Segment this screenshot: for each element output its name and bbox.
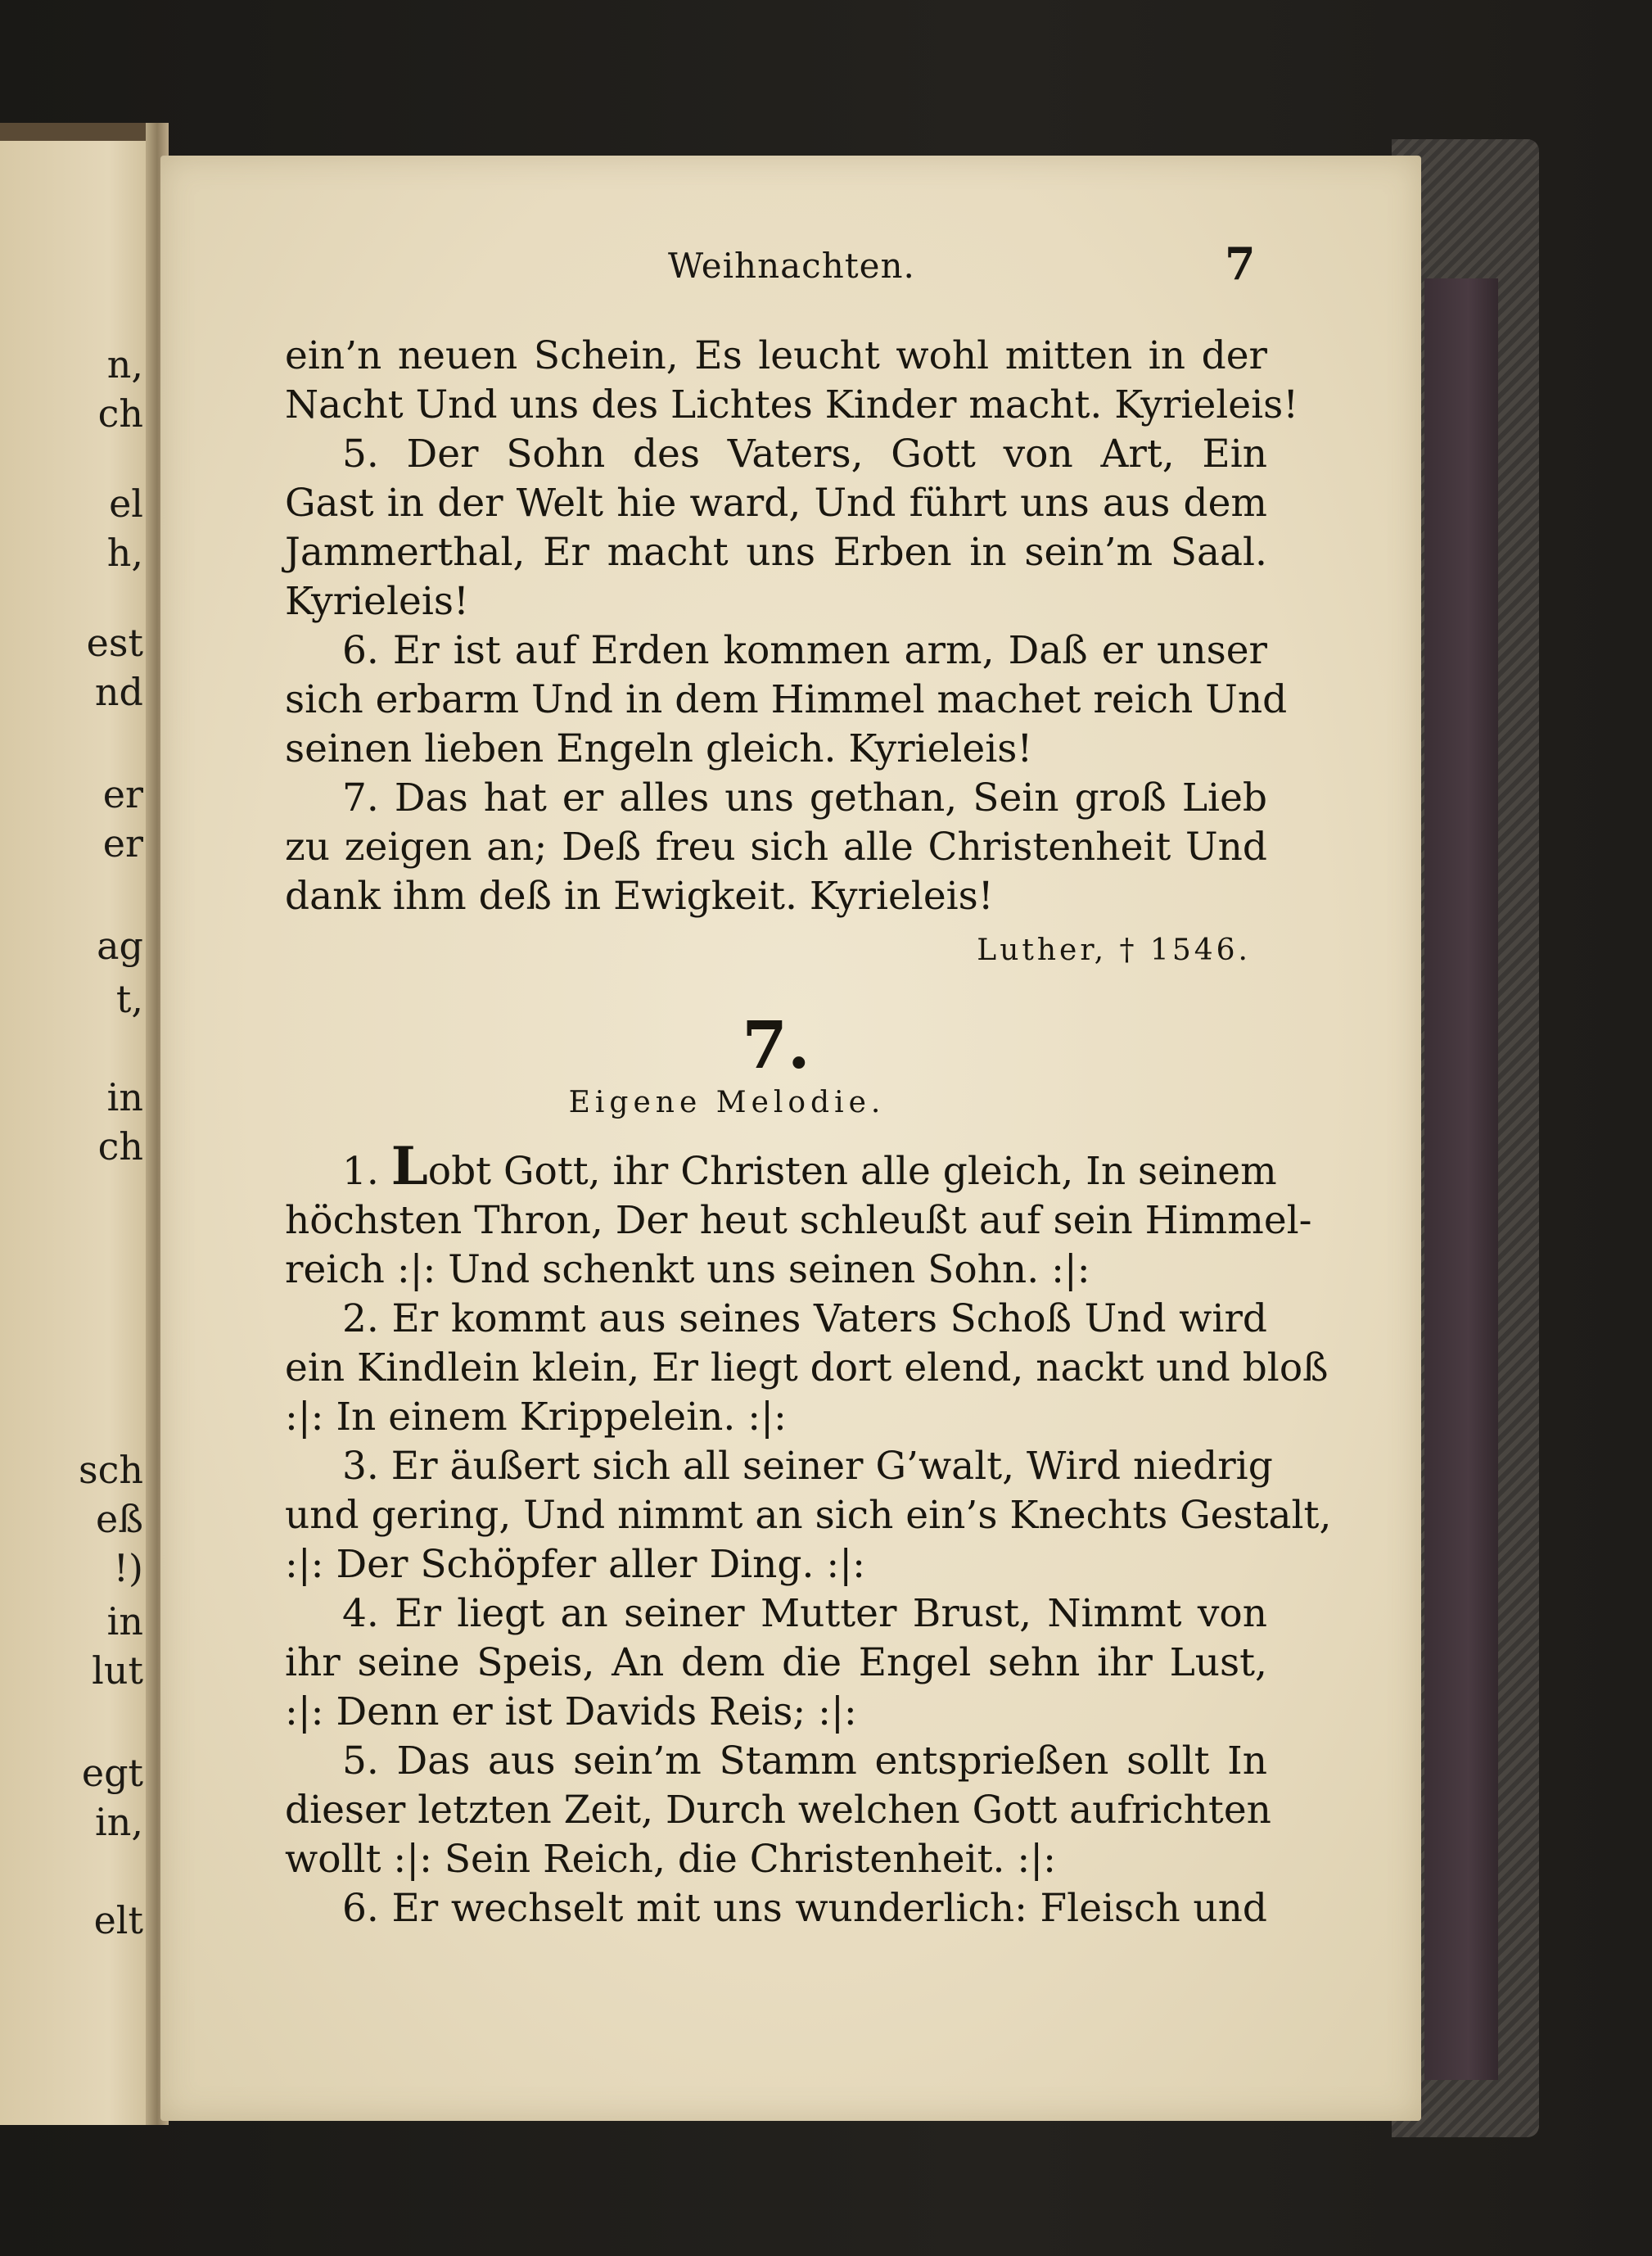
verse-line: reich :|: Und schenkt uns seinen Sohn. :|: — [285, 1247, 1090, 1292]
initial-capital: L — [390, 1136, 428, 1197]
left-fragment: ch — [97, 1124, 143, 1169]
verse-line: :|: In einem Krippelein. :|: — [285, 1395, 787, 1440]
verse-line: 5. Das aus sein’m Stamm entsprießen sollt In — [342, 1738, 1267, 1784]
left-fragment: eß — [96, 1497, 143, 1541]
left-fragment: er — [102, 821, 143, 866]
verse-line: Kyrieleis! — [285, 579, 469, 624]
left-fragment: ch — [97, 391, 143, 436]
verse-number: 1. — [342, 1149, 379, 1194]
left-fragment: sch — [79, 1448, 143, 1492]
left-fragment: est — [86, 621, 143, 665]
left-fragment: t, — [115, 977, 143, 1021]
verse-line: 2. Er kommt aus seines Vaters Schoß Und wird — [342, 1296, 1267, 1341]
verse-line: und gering, Und nimmt an sich ein’s Knechts Gestalt, — [285, 1493, 1332, 1538]
left-fragment: egt — [81, 1751, 143, 1795]
verse-line: Jammerthal, Er macht uns Erben in sein’m Saal. — [285, 530, 1267, 575]
left-fragment: in — [106, 1599, 143, 1643]
verse-line: seinen lieben Engeln gleich. Kyrieleis! — [285, 726, 1033, 771]
verse-line: :|: Der Schöpfer aller Ding. :|: — [285, 1542, 865, 1587]
verse-line: Nacht Und uns des Lichtes Kinder macht. Kyrieleis! — [285, 382, 1299, 427]
hymnal-page — [160, 156, 1421, 2121]
left-fragment: el — [109, 481, 143, 526]
verse-line: ein’n neuen Schein, Es leucht wohl mitten in der — [285, 333, 1267, 378]
verse-line: 5. Der Sohn des Vaters, Gott von Art, Ein — [342, 432, 1267, 477]
verse-line: 4. Er liegt an seiner Mutter Brust, Nimmt von — [342, 1591, 1267, 1636]
verse-line: ein Kindlein klein, Er liegt dort elend, nackt und bloß — [285, 1345, 1329, 1390]
verse-line: sich erbarm Und in dem Himmel machet reich Und — [285, 677, 1288, 722]
verse-line: Gast in der Welt hie ward, Und führt uns aus dem — [285, 481, 1267, 526]
left-fragment: lut — [92, 1648, 143, 1693]
verse-line: 6. Er wechselt mit uns wunderlich: Fleisch und — [342, 1886, 1267, 1931]
left-fragment: in — [106, 1075, 143, 1119]
page-body — [285, 332, 1332, 1933]
verse-line: dieser letzten Zeit, Durch welchen Gott aufrichten — [285, 1788, 1271, 1833]
page-header — [160, 237, 1421, 303]
author-attribution: Luther, † 1546. — [977, 934, 1251, 967]
left-fragment: n, — [106, 342, 143, 387]
verse-line: zu zeigen an; Deß freu sich alle Christenheit Und — [285, 825, 1267, 870]
left-fragment: elt — [93, 1898, 143, 1942]
left-fragment: in, — [95, 1800, 143, 1844]
page-number: 7 — [1225, 237, 1256, 290]
verse-line: 6. Er ist auf Erden kommen arm, Daß er unser — [342, 628, 1267, 673]
verse-text: obt Gott, ihr Christen alle gleich, In seinem — [427, 1149, 1277, 1194]
verse-line: 3. Er äußert sich all seiner G’walt, Wird niedrig — [342, 1444, 1273, 1489]
verse-line: wollt :|: Sein Reich, die Christenheit. :|: — [285, 1837, 1056, 1882]
verse-line: dank ihm deß in Ewigkeit. Kyrieleis! — [285, 874, 994, 919]
hymn-number: 7. — [742, 1006, 810, 1083]
left-fragment: h, — [106, 531, 143, 575]
left-fragment: ag — [97, 924, 143, 968]
verse-line: :|: Denn er ist Davids Reis; :|: — [285, 1689, 857, 1734]
verse-line: höchsten Thron, Der heut schleußt auf sein Himmel- — [285, 1198, 1312, 1243]
left-fragment: er — [102, 772, 143, 816]
left-fragment: nd — [94, 670, 143, 714]
verse-line-first — [285, 1136, 1277, 1197]
melody-note: Eigene Melodie. — [568, 1086, 886, 1119]
running-title: Weihnachten. — [668, 246, 915, 286]
facing-page-left — [0, 123, 156, 2125]
left-fragment: !) — [113, 1546, 143, 1590]
verse-line: ihr seine Speis, An dem die Engel sehn ihr Lust, — [285, 1640, 1267, 1685]
cover-endpaper — [1424, 278, 1498, 2080]
verse-line: 7. Das hat er alles uns gethan, Sein groß Lieb — [342, 775, 1267, 821]
